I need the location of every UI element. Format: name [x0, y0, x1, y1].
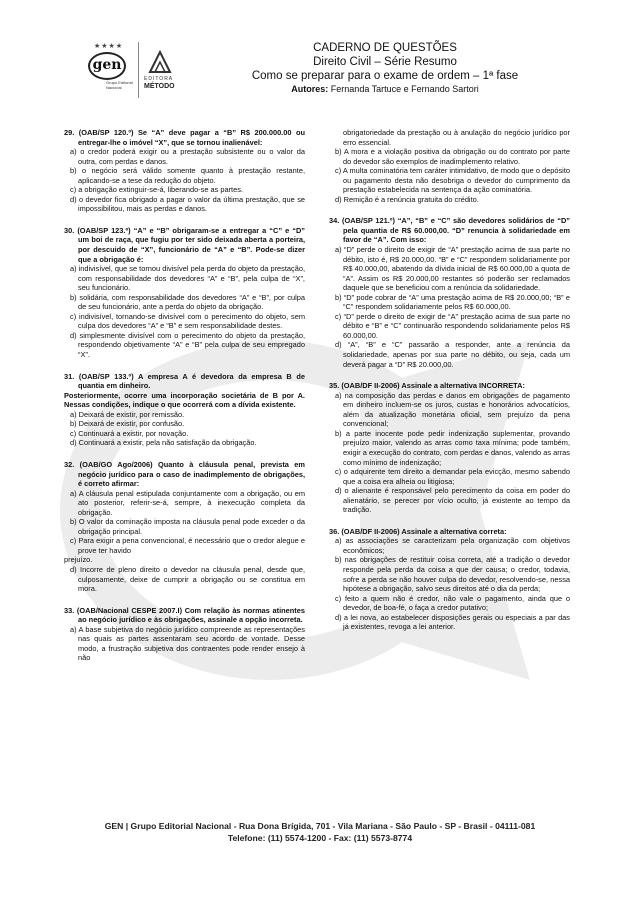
option-d: d) o alienante é responsável pelo perecimento da coisa em poder do alienatário, se perecer por vício oculto, já existente ao tempo da tradição. [335, 486, 570, 515]
option-d: d) a lei nova, ao estabelecer disposições gerais ou especiais a par das já existentes, revoga a lei anterior. [335, 612, 570, 632]
page-header [220, 41, 550, 95]
metodo-glyph-icon [148, 50, 172, 74]
option-c: c) a obrigação extinguir-se-á, liberando-se as partes. [70, 185, 243, 195]
metodo-name: MÉTODO [144, 83, 175, 90]
option-c-continued: prejuízo. [64, 555, 93, 565]
footer-phone: Telefone: (11) 5574-1200 - Fax: (11) 5573-8774 [227, 833, 413, 843]
option-c: c) Continuará a existir, por novação. [70, 428, 189, 438]
question-32 [64, 460, 305, 594]
option-a-continued: obrigatoriedade da prestação ou à anulação do negócio jurídico por erro essencial. [343, 128, 570, 147]
page-footer [60, 820, 580, 844]
option-d: d) Continuará a existir, pela não satisfação da obrigação. [70, 438, 257, 448]
header-title: CADERNO DE QUESTÕES [313, 42, 457, 54]
option-c: c) A multa cominatória tem caráter intimidativo, de modo que o depósito ou pagamento desta não desobriga o devedor do cumprimento da prestação estabelecida na sentença da ação cominatória. [335, 166, 570, 195]
option-a: a) Deixará de existir, por remissão. [70, 409, 185, 419]
question-29 [64, 128, 305, 214]
question-stem: 35. (OAB/DF II-2006) Assinale a alternativa INCORRETA: [329, 381, 525, 391]
option-c: c) indivisível, tornando-se divisível com o perecimento do objeto, sem culpa dos devedores “A” e “B” e sem responsabilidade destes. [70, 311, 305, 331]
option-d: d) simplesmente divisível com o perecimento do objeto da prestação, respondendo objetivamente “A” e “B” pela culpa de seu empregado “X”. [70, 330, 305, 360]
option-b: b) o negócio será válido somente quanto à prestação restante, aplicando-se a tese da redução do objeto. [70, 166, 305, 185]
option-a: a) o credor poderá exigir ou a prestação subsistente ou o valor da outra, com perdas e danos. [70, 147, 305, 166]
question-stem: 29. (OAB/SP 120.º) Se “A” deve pagar a “B” R$ 200.000.00 ou entregar-lhe o imóvel “X”, que se tornou inalienável: [64, 128, 305, 147]
authors-label: Autores: [291, 84, 329, 94]
gen-subtitle: Grupo Editorial Nacional [106, 80, 133, 90]
header-subtitle: Como se preparar para o exame de ordem – 1ª fase [251, 70, 519, 82]
gen-mark: gen [88, 52, 126, 80]
authors-names: Fernanda Tartuce e Fernando Sartori [330, 84, 479, 94]
option-c: c) “D” perde o direito de exigir de “A” prestação acima de sua parte no débito e “B” e “C” continuarão respondendo solidariamente pelos R$ 60.000,00. [335, 311, 570, 340]
question-30 [64, 226, 305, 360]
question-stem: 32. (OAB/GO Ago/2006) Quanto à cláusula penal, prevista em negócio jurídico para o caso de inadimplemento de obrigações, é correto afirmar: [64, 459, 305, 489]
option-a: a) “D” perde o direito de exigir de “A” prestação acima de sua parte no débito, isto é, R$ 20.000,00. “B” e “C” respondem solidariamente por R$ 40.000,00, abatendo da dívida inicial de R$ 60.000,00 a quota de “A”. Assim os R$ 20.000,00 restantes só poderão ser reclamados daquele que se beneficiou com a renúncia da solidariedade. [335, 245, 570, 293]
question-33 [64, 606, 305, 663]
right-column [329, 128, 570, 644]
question-stem: 30. (OAB/SP 123.º) “A” e “B” obrigaram-se a entregar a “C” e “D” um boi de raça, que fugiu por ter sido deixada aberta a porteira, por descuido de “X”, funcionário de “A” e “B”. Pode-se dizer que a obrigação é: [64, 225, 305, 264]
metodo-logo [144, 50, 204, 96]
question-34 [329, 216, 570, 369]
option-b: b) A mora e a violação positiva da obrigação ou do contrato por parte do devedor são exemplos de inadimplemento relativo. [335, 147, 570, 166]
option-c: c) o adquirente tem direito a demandar pela evicção, mesmo sabendo que a coisa era alheia ou litigiosa; [335, 467, 570, 486]
option-d: d) o devedor fica obrigado a pagar o valor da última prestação, que se impossibilitou, mais as perdas e danos. [70, 194, 305, 214]
question-stem: 36. (OAB/DF II-2006) Assinale a alternativa correta: [329, 526, 507, 536]
option-c: c) Para exigir a pena convencional, é necessário que o credor alegue e prove ter havido [70, 536, 305, 555]
option-a: a) as associações se caracterizam pela organização com objetivos econômicos; [335, 536, 570, 555]
option-b: b) nas obrigações de restituir coisa correta, até a tradição o devedor responde pela perda da coisa a que der causa; o credor, todavia, sofre a perda se não houver culpa do devedor, resolvendo-se, nessa hipótese a obrigação, salvo seus direitos até o dia da perda; [335, 555, 570, 594]
option-b: b) O valor da cominação imposta na cláusula penal pode exceder o da obrigação principal. [70, 517, 305, 536]
question-31 [64, 372, 305, 448]
option-a: a) A cláusula penal estipulada conjuntamente com a obrigação, ou em ato posterior, referir-se-á, sempre, à inexecução completa da obrigação. [70, 488, 305, 517]
option-b: b) a parte inocente pode pedir indenização suplementar, provando prejuízo maior, valendo as arras como taxa mínima; pode também, exigir a execução do contrato, com perdas e danos, valendo as arras como mínimo de indenização; [335, 428, 570, 467]
stars-icon: ★★★★ [94, 43, 124, 50]
option-b: b) “D” pode cobrar de “A” uma prestação acima de R$ 20.000,00; “B” e “C” respondem solidariamente pelos R$ 60.000,00. [335, 292, 570, 312]
footer-address: GEN | Grupo Editorial Nacional - Rua Dona Brígida, 701 - Vila Mariana - São Paulo - SP - Brasil - 04111-081 [104, 821, 536, 831]
option-c: c) feito a quem não é credor, não vale o pagamento, ainda que o devedor, de boa-fé, o faça a credor putativo; [335, 593, 570, 613]
option-a: a) indivisível, que se tornou divisível pela perda do objeto da prestação, com responsabilidade dos devedores “A” e “B”, pela culpa de “X”, seu funcionário. [70, 264, 305, 293]
gen-logo [86, 40, 133, 100]
question-stem: 33. (OAB/Nacional CESPE 2007.I) Com relação às normas atinentes ao negócio jurídico e às obrigações, assinale a opção incorreta. [64, 605, 305, 625]
question-35 [329, 381, 570, 515]
option-d: d) Remição é a renúncia gratuita do crédito. [335, 194, 479, 204]
logo-divider [138, 42, 139, 98]
left-column [64, 128, 305, 675]
question-stem: 34. (OAB/SP 121.º) “A”, “B” e “C” são devedores solidários de “D” pela quantia de R$ 60.000,00. “D” renuncia à solidariedade em favor de “A”. Com isso: [329, 216, 570, 245]
header-logos [86, 40, 206, 102]
question-36 [329, 527, 570, 632]
metodo-publisher: EDITORA [144, 76, 174, 82]
option-b: b) solidária, com responsabilidade dos devedores “A” e “B”, por culpa de seu funcionário, ante a perda do objeto da obrigação. [70, 292, 305, 312]
option-d: d) Incorre de pleno direito o devedor na cláusula penal, desde que, culposamente, deixe de cumprir a obrigação ou se constitua em mora. [70, 564, 305, 594]
option-d: d) “A”, “B” e “C” passarão a responder, ante a renúncia da solidariedade, apenas por sua parte no débito, ou seja, cada um deverá pagar a “D” R$ 20.000,00. [335, 340, 570, 369]
option-a: a) na composição das perdas e danos em obrigações de pagamento em dinheiro incluem-se os juros, custas e honorários advocatícios, além da atualização monetária oficial, sem prejuízo da pena convencional; [335, 390, 570, 429]
header-authors [220, 84, 550, 95]
question-33-continued [329, 128, 570, 204]
option-b: b) Deixará de existir, por confusão. [70, 419, 185, 429]
question-stem: 31. (OAB/SP 133.º) A empresa A é devedora da empresa B de quantia em dinheiro. [64, 371, 305, 391]
question-stem-continued: Posteriormente, ocorre uma incorporação societária de B por A. Nessas condições, indique o que ocorrerá com a dívida existente. [64, 390, 305, 410]
option-a: a) A base subjetiva do negócio jurídico compreende as representações nas quais as partes assentaram seu acordo de vontade. Desse modo, a frustração subjetiva dos contraentes pode render ensejo à não [70, 624, 305, 663]
header-series: Direito Civil – Série Resumo [313, 56, 457, 68]
